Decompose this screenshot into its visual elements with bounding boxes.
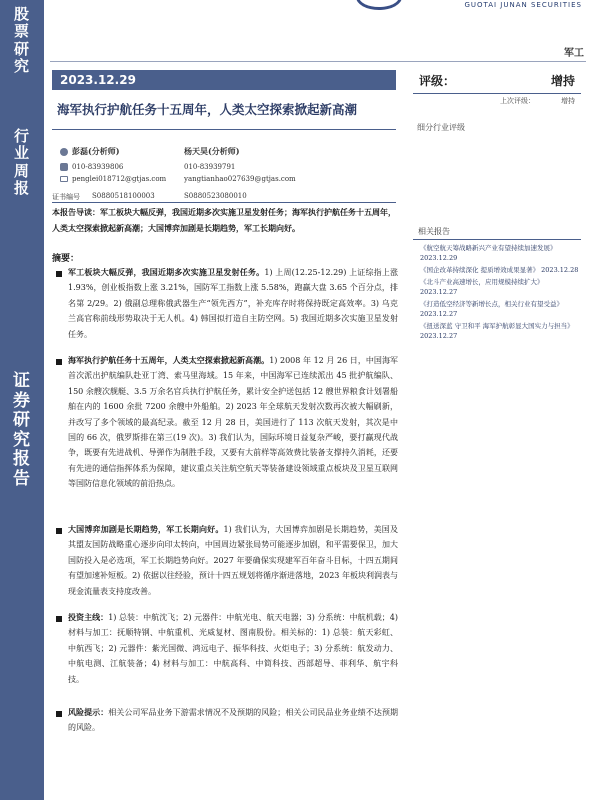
email-icon bbox=[60, 176, 68, 182]
paragraph-lead: 海军执行护航任务十五周年，人类太空探索掀起新高潮。 bbox=[68, 355, 270, 365]
industry-label: 军工 bbox=[564, 48, 584, 59]
header-divider bbox=[50, 61, 586, 62]
analyst-phone: 010-83939791 bbox=[184, 163, 236, 171]
sidebar-label-char: 股 bbox=[13, 5, 30, 23]
broker-logo-icon bbox=[356, 0, 402, 10]
rating-label: 评级： bbox=[419, 74, 456, 88]
paragraph-body: 1) 总装：中航沈飞；2) 元器件：中航光电、航天电器；3) 分系统：中航机载；4) 材料与加工：抚顺特钢、中航重机、光威复材、图南股份。相关标的：1) 总装：航天彩虹、中航西飞；2) 元器件：紫光国微、鸿远电子、振华科技、火炬电子；3) 分系统：航发动力、中航电测、江航装备；4) 材料与加工：中航高科、中简科技、西部超导、菲利华、航宇科技。 bbox=[68, 613, 398, 684]
paragraph-lead: 投资主线： bbox=[68, 612, 109, 622]
bullet-icon bbox=[56, 711, 62, 717]
related-report-title: 《打造低空经济等新增长点，相关行业有望受益》 bbox=[420, 300, 563, 308]
rating-value: 增持 bbox=[550, 74, 575, 88]
analyst-name: 杨天昊(分析师) bbox=[184, 146, 240, 156]
related-report-item[interactable] bbox=[420, 265, 580, 275]
sidebar-label-char: 票 bbox=[13, 22, 30, 41]
paragraph-body: 1) 上周(12.25-12.29) 上证综指上涨 1.93%，创业板指数上涨 3.21%，国防军工指数上涨 5.58%，跑赢大盘 3.65 个百分点，排名第 2/29。2) 俄副总理称俄武器生产“领先西方”，补充库存时将保持既定高效率。3) 乌克兰高官称前线形势取决于无人机。4) 韩国拟打造自主防空网。5) 我国近期多次实施卫星发射任务。 bbox=[68, 268, 398, 339]
broker-logo bbox=[382, 0, 582, 12]
paragraph-body: 相关公司军品业务下游需求情况不及预期的风险；相关公司民品业务业绩不达预期的风险。 bbox=[68, 708, 398, 733]
related-reports-list bbox=[420, 243, 580, 343]
sidebar-label-char: 研 bbox=[13, 410, 31, 431]
paragraph-lead: 大国博弈加剧是长期趋势，军工长期向好。 bbox=[68, 524, 224, 534]
prev-rating-label: 上次评级： bbox=[500, 97, 535, 105]
sidebar-label-char: 报 bbox=[13, 449, 31, 470]
summary-paragraph bbox=[68, 353, 398, 492]
report-date: 2023.12.29 bbox=[52, 70, 396, 90]
related-reports-heading: 相关报告 bbox=[418, 227, 450, 236]
sidebar-label-char: 券 bbox=[13, 390, 31, 411]
cert-number-2: S0880523080010 bbox=[184, 192, 247, 200]
analyst-phone: 010-83939806 bbox=[72, 163, 124, 171]
sidebar-label-char: 业 bbox=[13, 144, 30, 163]
cert-label: 证书编号 bbox=[52, 193, 80, 201]
summary-paragraph bbox=[68, 265, 398, 342]
sidebar-label-stock-research bbox=[0, 6, 44, 75]
analyst-divider bbox=[52, 202, 396, 203]
sidebar-label-char: 研 bbox=[13, 39, 30, 58]
sidebar-label-char: 行 bbox=[13, 127, 30, 145]
paragraph-lead: 军工板块大幅反弹，我国近期多次实施卫星发射任务。 bbox=[68, 267, 265, 277]
bullet-icon bbox=[56, 271, 62, 277]
sidebar-label-char: 究 bbox=[13, 429, 31, 450]
analyst-email[interactable]: yangtianhao027639@gtjas.com bbox=[184, 175, 296, 183]
sidebar-label-securities-report bbox=[0, 372, 44, 489]
summary-paragraph bbox=[68, 610, 398, 687]
paragraph-lead: 风险提示： bbox=[68, 707, 109, 717]
summary-paragraph bbox=[68, 705, 398, 736]
bullet-icon bbox=[56, 359, 62, 365]
related-report-date: 2023.12.27 bbox=[420, 332, 458, 340]
related-report-date: 2023.12.29 bbox=[420, 254, 458, 262]
rating-box bbox=[413, 70, 581, 106]
sidebar-label-char: 告 bbox=[13, 468, 31, 489]
related-report-date: 2023.12.27 bbox=[420, 310, 458, 318]
person-icon bbox=[60, 148, 68, 156]
prev-rating-value: 增持 bbox=[561, 97, 575, 105]
related-report-date: 2023.12.27 bbox=[420, 288, 458, 296]
related-report-date: 2023.12.28 bbox=[541, 266, 579, 274]
related-divider bbox=[413, 239, 581, 240]
phone-icon bbox=[60, 163, 68, 171]
related-report-title: 《航空航天筹战略新兴产业有望持续加速发展》 bbox=[420, 244, 557, 252]
bullet-icon bbox=[56, 616, 62, 622]
related-report-title: 《扭送深蓝 守卫和平 海军护航彰显大国实力与担当》 bbox=[420, 322, 574, 330]
report-guide: 本报告导读：军工板块大幅反弹，我国近期多次实施卫星发射任务；海军执行护航任务十五周年，人类太空探索掀起新高潮；大国博弈加剧是长期趋势，军工长期向好。 bbox=[52, 207, 396, 233]
analyst-card bbox=[60, 146, 200, 185]
analyst-email[interactable]: penglei018712@gtjas.com bbox=[72, 175, 167, 183]
related-report-item[interactable] bbox=[420, 277, 580, 297]
related-report-title: 《国企改革持续深化 提质增效成果显著》 bbox=[420, 266, 540, 274]
sidebar-label-industry-weekly bbox=[0, 128, 44, 197]
sidebar-label-char: 究 bbox=[13, 56, 30, 75]
cert-number-1: S0880518100003 bbox=[92, 192, 155, 200]
related-report-item[interactable] bbox=[420, 299, 580, 319]
broker-name: GUOTAI JUNAN SECURITIES bbox=[464, 1, 582, 9]
title-divider bbox=[52, 129, 396, 130]
paragraph-body: 1) 2008 年 12 月 26 日，中国海军首次派出护航编队赴亚丁湾、索马里海域。15 年来，中国海军已连续派出 45 批护航编队、150 余艘次舰艇、3.5 万余名官兵执行护航任务，累计安全护送包括 12 艘世界粮食计划署船舶在内的 1600 余批 7200 余艘中外船舶。2) 2023 年全球航天发射次数再次被大幅刷新，并改写了多个领域的最高纪录。截至 12 月 28 日，美国进行了 113 次航天发射，其次是中国的 66 次，俄罗斯排在第三(19 次)。3) 我们认为，国际环境日益复杂严峻，要打赢现代战争，既要有先进战机、导弹作为制胜手段，又要有大前样等高效费比装备支撑持久消耗，还要有先进的通信指挥体系为保障，建议重点关注航空航天等装备建设领域重点板块及卫星互联网等国防信息化领域的前沿热点。 bbox=[68, 356, 399, 489]
summary-paragraph bbox=[68, 522, 398, 599]
bullet-icon bbox=[56, 528, 62, 534]
report-title: 海军执行护航任务十五周年，人类太空探索掀起新高潮 bbox=[57, 102, 358, 117]
summary-heading: 摘要： bbox=[52, 254, 80, 264]
analyst-card bbox=[184, 146, 324, 185]
sidebar-label-char: 报 bbox=[13, 178, 30, 197]
sidebar-label-char: 周 bbox=[13, 161, 30, 180]
related-report-item[interactable] bbox=[420, 321, 580, 341]
paragraph-body: 1) 我们认为，大国博弈加剧是长期趋势，美国及其盟友国防战略重心逐步向印太转向，中国周边紧张局势可能逐步加剧，和平需要保卫，加大国防投入是必选项，军工长期趋势向好。2027 年要确保实现建军百年奋斗目标，十四五期间有望加速补短板。2) 依据以往经验，预计十四五规划将循序渐进落地，2023 年板块利润表与现金流量表支持度改善。 bbox=[68, 525, 398, 596]
sub-industry-rating: 细分行业评级 bbox=[417, 123, 465, 132]
related-report-item[interactable] bbox=[420, 243, 580, 263]
rating-divider bbox=[413, 93, 581, 94]
sidebar-label-char: 证 bbox=[13, 371, 31, 391]
analyst-name: 彭磊(分析师) bbox=[72, 146, 120, 156]
related-report-title: 《北斗产业高速增长，应用规模持续扩大》 bbox=[420, 278, 544, 286]
